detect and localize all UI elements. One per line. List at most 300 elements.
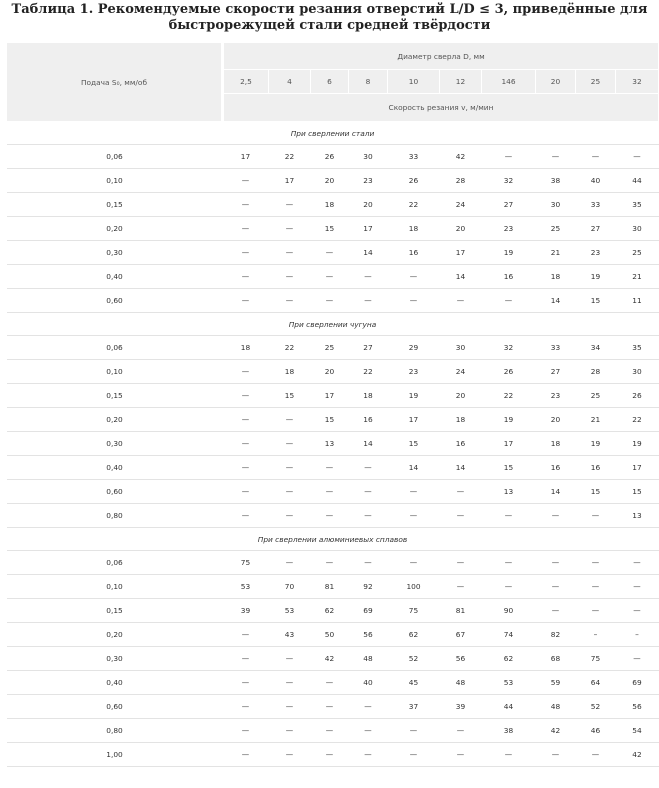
speed-cell: — bbox=[536, 145, 576, 169]
speed-cell: — bbox=[576, 551, 616, 575]
speed-cell: 16 bbox=[440, 432, 482, 456]
feed-cell: 0,40 bbox=[7, 265, 223, 289]
speed-cell: 21 bbox=[536, 241, 576, 265]
speed-cell: — bbox=[269, 480, 311, 504]
feed-header: Подача S₀, мм/об bbox=[7, 43, 223, 122]
speed-cell: 26 bbox=[616, 384, 659, 408]
speed-cell: — bbox=[482, 551, 536, 575]
speed-cell: 20 bbox=[440, 217, 482, 241]
speed-cell: 28 bbox=[576, 360, 616, 384]
speed-cell: 15 bbox=[311, 408, 349, 432]
speed-cell: 22 bbox=[269, 145, 311, 169]
speed-cell: 23 bbox=[536, 384, 576, 408]
speed-cell: 26 bbox=[311, 145, 349, 169]
speed-cell: — bbox=[223, 623, 269, 647]
diameter-value: 20 bbox=[536, 70, 576, 94]
speed-cell: — bbox=[311, 719, 349, 743]
speed-cell: 14 bbox=[440, 265, 482, 289]
speed-cell: — bbox=[349, 456, 388, 480]
speed-cell: 19 bbox=[616, 432, 659, 456]
speed-cell: 22 bbox=[616, 408, 659, 432]
speed-cell: — bbox=[616, 575, 659, 599]
table-row bbox=[7, 480, 659, 504]
speed-cell: — bbox=[349, 504, 388, 528]
table-row bbox=[7, 743, 659, 767]
speed-cell: 15 bbox=[269, 384, 311, 408]
table-row bbox=[7, 647, 659, 671]
speed-cell: — bbox=[440, 719, 482, 743]
speed-cell: 24 bbox=[440, 360, 482, 384]
table-row bbox=[7, 719, 659, 743]
speed-cell: — bbox=[440, 551, 482, 575]
speed-cell: 30 bbox=[349, 145, 388, 169]
speed-cell: 24 bbox=[440, 193, 482, 217]
speed-cell: — bbox=[311, 241, 349, 265]
speed-cell: — bbox=[311, 265, 349, 289]
speed-cell: 25 bbox=[311, 336, 349, 360]
speed-cell: — bbox=[269, 647, 311, 671]
speed-cell: — bbox=[388, 719, 440, 743]
speed-cell: 16 bbox=[482, 265, 536, 289]
speed-cell: — bbox=[536, 504, 576, 528]
feed-cell: 0,06 bbox=[7, 551, 223, 575]
speed-cell: 38 bbox=[536, 169, 576, 193]
speed-cell: 30 bbox=[536, 193, 576, 217]
speed-cell: 33 bbox=[576, 193, 616, 217]
speed-cell: 19 bbox=[482, 408, 536, 432]
speed-cell: 62 bbox=[482, 647, 536, 671]
diameter-value: 25 bbox=[576, 70, 616, 94]
speed-cell: 26 bbox=[482, 360, 536, 384]
feed-cell: 0,20 bbox=[7, 408, 223, 432]
diameter-value: 8 bbox=[349, 70, 388, 94]
speed-cell: 14 bbox=[349, 241, 388, 265]
speed-cell: 30 bbox=[440, 336, 482, 360]
speed-cell: 18 bbox=[440, 408, 482, 432]
speed-cell: 62 bbox=[388, 623, 440, 647]
speed-cell: — bbox=[223, 408, 269, 432]
section-row bbox=[7, 528, 659, 551]
speed-cell: 50 bbox=[311, 623, 349, 647]
speed-cell: 44 bbox=[616, 169, 659, 193]
table-row bbox=[7, 193, 659, 217]
speed-cell: — bbox=[223, 695, 269, 719]
feed-cell: 0,20 bbox=[7, 623, 223, 647]
speed-cell: — bbox=[223, 743, 269, 767]
speed-cell: — bbox=[269, 695, 311, 719]
speed-cell: — bbox=[269, 743, 311, 767]
speed-cell: 48 bbox=[536, 695, 576, 719]
speed-cell: — bbox=[311, 551, 349, 575]
speed-cell: 42 bbox=[616, 743, 659, 767]
speed-cell: 48 bbox=[349, 647, 388, 671]
speed-cell: — bbox=[349, 551, 388, 575]
speed-cell: 40 bbox=[576, 169, 616, 193]
speed-cell: 59 bbox=[536, 671, 576, 695]
speed-cell: — bbox=[269, 456, 311, 480]
speed-cell: 19 bbox=[576, 432, 616, 456]
feed-cell: 1,00 bbox=[7, 743, 223, 767]
speed-cell: — bbox=[223, 193, 269, 217]
speed-cell: 27 bbox=[536, 360, 576, 384]
section-title: При сверлении чугуна bbox=[7, 313, 659, 336]
table-row bbox=[7, 384, 659, 408]
speed-cell: — bbox=[440, 289, 482, 313]
feed-cell: 0,40 bbox=[7, 671, 223, 695]
speed-cell: 27 bbox=[349, 336, 388, 360]
speed-cell: – bbox=[616, 623, 659, 647]
speed-cell: 27 bbox=[576, 217, 616, 241]
speed-cell: 17 bbox=[388, 408, 440, 432]
speed-cell: — bbox=[388, 289, 440, 313]
speed-cell: 70 bbox=[269, 575, 311, 599]
speed-cell: — bbox=[311, 504, 349, 528]
speed-cell: 14 bbox=[388, 456, 440, 480]
speed-cell: 19 bbox=[482, 241, 536, 265]
speed-cell: 23 bbox=[349, 169, 388, 193]
speed-cell: — bbox=[482, 289, 536, 313]
table-row bbox=[7, 289, 659, 313]
speed-cell: 34 bbox=[576, 336, 616, 360]
diameter-value: 2,5 bbox=[223, 70, 269, 94]
speed-cell: 42 bbox=[440, 145, 482, 169]
feed-cell: 0,30 bbox=[7, 647, 223, 671]
speed-cell: — bbox=[576, 743, 616, 767]
speed-cell: — bbox=[269, 671, 311, 695]
table-row bbox=[7, 432, 659, 456]
feed-cell: 0,10 bbox=[7, 169, 223, 193]
speed-cell: — bbox=[576, 575, 616, 599]
speed-cell: — bbox=[223, 671, 269, 695]
feed-cell: 0,15 bbox=[7, 599, 223, 623]
speed-cell: 42 bbox=[536, 719, 576, 743]
speed-cell: 17 bbox=[349, 217, 388, 241]
feed-cell: 0,80 bbox=[7, 719, 223, 743]
feed-cell: 0,15 bbox=[7, 384, 223, 408]
speed-cell: — bbox=[440, 480, 482, 504]
speed-cell: 42 bbox=[311, 647, 349, 671]
speed-cell: 17 bbox=[269, 169, 311, 193]
speed-cell: 45 bbox=[388, 671, 440, 695]
speed-cell: 37 bbox=[388, 695, 440, 719]
speed-cell: 74 bbox=[482, 623, 536, 647]
speed-cell: 22 bbox=[349, 360, 388, 384]
speed-cell: 54 bbox=[616, 719, 659, 743]
speed-cell: 13 bbox=[311, 432, 349, 456]
speed-cell: 32 bbox=[482, 336, 536, 360]
table-row bbox=[7, 575, 659, 599]
speed-cell: 30 bbox=[616, 360, 659, 384]
speed-cell: 16 bbox=[349, 408, 388, 432]
speed-cell: 75 bbox=[388, 599, 440, 623]
table-title: Таблица 1. Рекомендуемые скорости резания отверстий L/D ≤ 3, приведённые для быстрорежущей стали средней твёрдости bbox=[11, 2, 648, 33]
cutting-speed-table bbox=[6, 42, 658, 767]
speed-cell: — bbox=[311, 671, 349, 695]
speed-cell: 52 bbox=[576, 695, 616, 719]
diameter-value: 6 bbox=[311, 70, 349, 94]
speed-cell: 28 bbox=[440, 169, 482, 193]
speed-cell: 53 bbox=[269, 599, 311, 623]
speed-cell: 81 bbox=[440, 599, 482, 623]
speed-cell: 23 bbox=[388, 360, 440, 384]
speed-cell: 25 bbox=[616, 241, 659, 265]
speed-cell: 22 bbox=[388, 193, 440, 217]
speed-cell: — bbox=[269, 217, 311, 241]
speed-cell: 25 bbox=[576, 384, 616, 408]
speed-cell: — bbox=[482, 145, 536, 169]
speed-cell: — bbox=[616, 551, 659, 575]
speed-cell: 14 bbox=[536, 480, 576, 504]
speed-cell: — bbox=[616, 647, 659, 671]
speed-cell: 69 bbox=[349, 599, 388, 623]
speed-cell: – bbox=[576, 623, 616, 647]
speed-cell: 64 bbox=[576, 671, 616, 695]
table-row bbox=[7, 551, 659, 575]
speed-cell: — bbox=[349, 719, 388, 743]
speed-cell: — bbox=[388, 265, 440, 289]
table-row bbox=[7, 145, 659, 169]
speed-cell: — bbox=[269, 265, 311, 289]
speed-cell: 20 bbox=[536, 408, 576, 432]
speed-cell: — bbox=[388, 743, 440, 767]
feed-cell: 0,40 bbox=[7, 456, 223, 480]
speed-cell: 17 bbox=[616, 456, 659, 480]
speed-cell: 62 bbox=[311, 599, 349, 623]
speed-cell: — bbox=[223, 719, 269, 743]
speed-cell: 22 bbox=[269, 336, 311, 360]
speed-cell: — bbox=[349, 265, 388, 289]
speed-cell: 52 bbox=[388, 647, 440, 671]
speed-cell: — bbox=[223, 360, 269, 384]
speed-cell: 67 bbox=[440, 623, 482, 647]
speed-cell: 14 bbox=[349, 432, 388, 456]
speed-cell: — bbox=[223, 456, 269, 480]
speed-cell: — bbox=[269, 408, 311, 432]
speed-cell: — bbox=[576, 145, 616, 169]
speed-cell: 15 bbox=[388, 432, 440, 456]
speed-cell: 29 bbox=[388, 336, 440, 360]
feed-cell: 0,10 bbox=[7, 360, 223, 384]
speed-cell: — bbox=[223, 169, 269, 193]
speed-cell: 19 bbox=[388, 384, 440, 408]
speed-cell: 13 bbox=[482, 480, 536, 504]
speed-cell: — bbox=[349, 695, 388, 719]
speed-cell: — bbox=[349, 480, 388, 504]
feed-cell: 0,60 bbox=[7, 289, 223, 313]
speed-cell: 23 bbox=[576, 241, 616, 265]
speed-cell: — bbox=[311, 695, 349, 719]
speed-cell: 18 bbox=[269, 360, 311, 384]
speed-cell: — bbox=[269, 504, 311, 528]
speed-cell: — bbox=[576, 504, 616, 528]
speed-cell: 15 bbox=[311, 217, 349, 241]
diameter-header: Диаметр сверла D, мм bbox=[223, 43, 659, 70]
speed-cell: — bbox=[536, 743, 576, 767]
table-row bbox=[7, 671, 659, 695]
speed-cell: 26 bbox=[388, 169, 440, 193]
diameter-value: 4 bbox=[269, 70, 311, 94]
speed-cell: 17 bbox=[440, 241, 482, 265]
speed-cell: — bbox=[311, 743, 349, 767]
feed-cell: 0,60 bbox=[7, 480, 223, 504]
speed-cell: 100 bbox=[388, 575, 440, 599]
speed-cell: 56 bbox=[349, 623, 388, 647]
speed-cell: — bbox=[223, 289, 269, 313]
speed-cell: 56 bbox=[440, 647, 482, 671]
table-row bbox=[7, 456, 659, 480]
speed-cell: — bbox=[223, 504, 269, 528]
feed-cell: 0,15 bbox=[7, 193, 223, 217]
speed-cell: — bbox=[388, 504, 440, 528]
speed-cell: 20 bbox=[311, 169, 349, 193]
speed-cell: 92 bbox=[349, 575, 388, 599]
speed-cell: 25 bbox=[536, 217, 576, 241]
speed-cell: — bbox=[311, 480, 349, 504]
diameter-value: 146 bbox=[482, 70, 536, 94]
speed-cell: 38 bbox=[482, 719, 536, 743]
speed-cell: 33 bbox=[536, 336, 576, 360]
speed-cell: 90 bbox=[482, 599, 536, 623]
feed-cell: 0,06 bbox=[7, 336, 223, 360]
speed-cell: 23 bbox=[482, 217, 536, 241]
speed-cell: 40 bbox=[349, 671, 388, 695]
speed-cell: — bbox=[482, 743, 536, 767]
speed-cell: 35 bbox=[616, 336, 659, 360]
speed-cell: 18 bbox=[311, 193, 349, 217]
table-row bbox=[7, 504, 659, 528]
speed-cell: 19 bbox=[576, 265, 616, 289]
speed-cell: 15 bbox=[576, 480, 616, 504]
speed-cell: 33 bbox=[388, 145, 440, 169]
speed-cell: 43 bbox=[269, 623, 311, 647]
speed-cell: — bbox=[536, 551, 576, 575]
speed-cell: — bbox=[616, 599, 659, 623]
speed-cell: 39 bbox=[223, 599, 269, 623]
speed-cell: 32 bbox=[482, 169, 536, 193]
section-title: При сверлении алюминиевых сплавов bbox=[7, 528, 659, 551]
speed-cell: 81 bbox=[311, 575, 349, 599]
speed-cell: 18 bbox=[388, 217, 440, 241]
speed-cell: 27 bbox=[482, 193, 536, 217]
speed-cell: — bbox=[223, 432, 269, 456]
speed-cell: 69 bbox=[616, 671, 659, 695]
feed-cell: 0,10 bbox=[7, 575, 223, 599]
table-row bbox=[7, 695, 659, 719]
speed-cell: 15 bbox=[482, 456, 536, 480]
speed-cell: 68 bbox=[536, 647, 576, 671]
section-row bbox=[7, 313, 659, 336]
section-row bbox=[7, 122, 659, 145]
speed-cell: 30 bbox=[616, 217, 659, 241]
table-row bbox=[7, 336, 659, 360]
speed-cell: 17 bbox=[482, 432, 536, 456]
speed-cell: — bbox=[269, 719, 311, 743]
table-row bbox=[7, 408, 659, 432]
speed-cell: 48 bbox=[440, 671, 482, 695]
speed-cell: 75 bbox=[223, 551, 269, 575]
speed-cell: — bbox=[223, 217, 269, 241]
feed-cell: 0,06 bbox=[7, 145, 223, 169]
speed-cell: — bbox=[269, 241, 311, 265]
speed-cell: — bbox=[482, 504, 536, 528]
speed-cell: — bbox=[388, 551, 440, 575]
speed-cell: — bbox=[223, 265, 269, 289]
speed-cell: 44 bbox=[482, 695, 536, 719]
table-row bbox=[7, 599, 659, 623]
speed-cell: 17 bbox=[223, 145, 269, 169]
feed-cell: 0,60 bbox=[7, 695, 223, 719]
speed-cell: 20 bbox=[440, 384, 482, 408]
diameter-value: 10 bbox=[388, 70, 440, 94]
speed-cell: 20 bbox=[349, 193, 388, 217]
speed-cell: 15 bbox=[576, 289, 616, 313]
diameter-value: 32 bbox=[616, 70, 659, 94]
feed-cell: 0,20 bbox=[7, 217, 223, 241]
speed-cell: 16 bbox=[576, 456, 616, 480]
table-body bbox=[7, 122, 659, 767]
speed-cell: 75 bbox=[576, 647, 616, 671]
speed-cell: 22 bbox=[482, 384, 536, 408]
speed-cell: 18 bbox=[536, 432, 576, 456]
speed-header: Скорость резания v, м/мин bbox=[223, 94, 659, 122]
section-title: При сверлении стали bbox=[7, 122, 659, 145]
speed-cell: 39 bbox=[440, 695, 482, 719]
feed-cell: 0,30 bbox=[7, 241, 223, 265]
speed-cell: 14 bbox=[536, 289, 576, 313]
table-row bbox=[7, 169, 659, 193]
speed-cell: — bbox=[269, 432, 311, 456]
speed-cell: 21 bbox=[616, 265, 659, 289]
speed-cell: — bbox=[482, 575, 536, 599]
speed-cell: 15 bbox=[616, 480, 659, 504]
speed-cell: — bbox=[269, 193, 311, 217]
table-row bbox=[7, 241, 659, 265]
diameter-value: 12 bbox=[440, 70, 482, 94]
speed-cell: 53 bbox=[223, 575, 269, 599]
table-row bbox=[7, 623, 659, 647]
speed-cell: 14 bbox=[440, 456, 482, 480]
speed-cell: — bbox=[269, 551, 311, 575]
speed-cell: 16 bbox=[536, 456, 576, 480]
speed-cell: 46 bbox=[576, 719, 616, 743]
speed-cell: — bbox=[440, 504, 482, 528]
speed-cell: 11 bbox=[616, 289, 659, 313]
speed-cell: 35 bbox=[616, 193, 659, 217]
speed-cell: — bbox=[269, 289, 311, 313]
speed-cell: — bbox=[311, 289, 349, 313]
speed-cell: 17 bbox=[311, 384, 349, 408]
speed-cell: — bbox=[349, 289, 388, 313]
speed-cell: 18 bbox=[223, 336, 269, 360]
speed-cell: 56 bbox=[616, 695, 659, 719]
speed-cell: 13 bbox=[616, 504, 659, 528]
speed-cell: — bbox=[388, 480, 440, 504]
speed-cell: — bbox=[311, 456, 349, 480]
speed-cell: 82 bbox=[536, 623, 576, 647]
speed-cell: — bbox=[223, 384, 269, 408]
speed-cell: — bbox=[223, 241, 269, 265]
table-row bbox=[7, 360, 659, 384]
speed-cell: — bbox=[349, 743, 388, 767]
feed-cell: 0,30 bbox=[7, 432, 223, 456]
speed-cell: — bbox=[536, 575, 576, 599]
speed-cell: — bbox=[223, 480, 269, 504]
speed-cell: 18 bbox=[536, 265, 576, 289]
speed-cell: — bbox=[616, 145, 659, 169]
speed-cell: — bbox=[576, 599, 616, 623]
speed-cell: 20 bbox=[311, 360, 349, 384]
speed-cell: — bbox=[536, 599, 576, 623]
